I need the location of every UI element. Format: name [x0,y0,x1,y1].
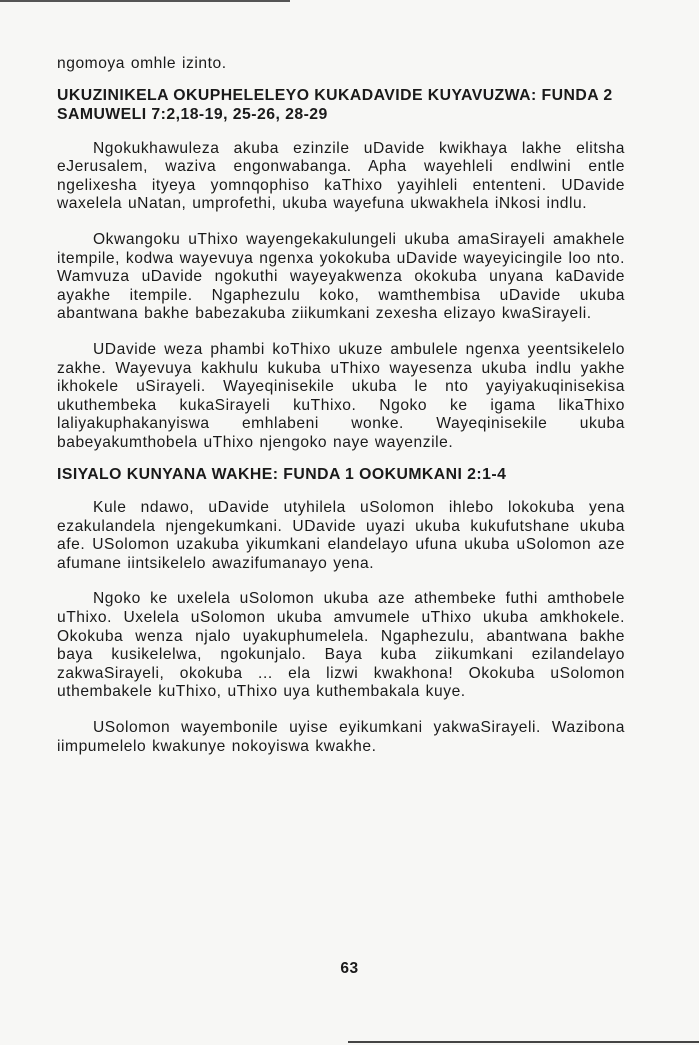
opening-line: ngomoya omhle izinto. [57,55,227,72]
section-2-paragraph-3: USolomon wayembonile uyise eyikumkani yakwaSirayeli. Wazibona iimpumelelo kwakunye nokoyiswa kwakhe. [57,718,625,755]
bottom-rule [348,1041,699,1043]
section-2-paragraph-1: Kule ndawo, uDavide utyhilela uSolomon ihlebo lokokuba yena ezakulandela njengekumkani. UDavide uyazi ukuba kukufutshane ukuba afe. USolomon uzakuba yikumkani elandelayo ufuna ukuba uSolomon aze afumane iintsikelelo awazifumanayo yena. [57,499,625,572]
section-2-paragraph-2: Ngoko ke uxelela uSolomon ukuba aze athembeke futhi amthobele uThixo. Uxelela uSolomon ukuba amvumele uThixo ukuba amkhokele. Okokuba wenza njalo uyakuphumelela. Ngaphezulu, abantwana bakhe baya kusikelelwa, ngokunjalo. Baya kuba ziikumkani ezilandelayo zakwaSirayeli, okokuba ... ela lizwi kwakhona! Okokuba uSolomon uthembakele kuThixo, uThixo uya kuthembakala kuye. [57,590,625,701]
section-heading-1: UKUZINIKELA OKUPHELELEYO KUKADAVIDE KUYAVUZWA: FUNDA 2 SAMUWELI 7:2,18-19, 25-26, 28-29 [57,86,613,124]
top-rule [0,0,290,2]
page-number: 63 [340,960,359,977]
document-page [57,55,625,756]
section-1-paragraph-1: Ngokukhawuleza akuba ezinzile uDavide kwikhaya lakhe elitsha eJerusalem, waziva engonwabanga. Apha wayehleli endlwini entle ngelixesha ityeya yomnqophiso kaThixo yayihleli ententeni. UDavide waxelela uNatan, umprofethi, ukuba wayefuna ukwakhela iNkosi indlu. [57,139,625,213]
section-1-paragraph-2: Okwangoku uThixo wayengekakulungeli ukuba amaSirayeli amakhele itempile, kodwa wayevuya ngenxa yokokuba uDavide wayeyicingile loo nto. Wamvuza uDavide ngokuthi wayeyakwenza okokuba unyana kaDavide ayakhe itempile. Ngaphezulu koko, wamthembisa uDavide ukuba abantwana bakhe babezakuba ziikumkani zexesha elizayo kwaSirayeli. [57,230,626,323]
section-heading-2: ISIYALO KUNYANA WAKHE: FUNDA 1 OOKUMKANI 2:1-4 [57,465,507,483]
section-1-paragraph-3: UDavide weza phambi koThixo ukuze ambulele ngenxa yeentsikelelo zakhe. Wayevuya kakhulu kukuba uThixo wayesenza ukuba indlu yakhe ikhokele uSirayeli. Wayeqinisekile ukuba le nto yayiyakuqinisekisa ukuthembeka kukaSirayeli kuThixo. Ngoko ke igama likaThixo laliyakuphakanyiswa emhlabeni wonke. Wayeqinisekile ukuba babeyakumthobela uThixo njengoko naye wayenzile. [57,340,625,451]
